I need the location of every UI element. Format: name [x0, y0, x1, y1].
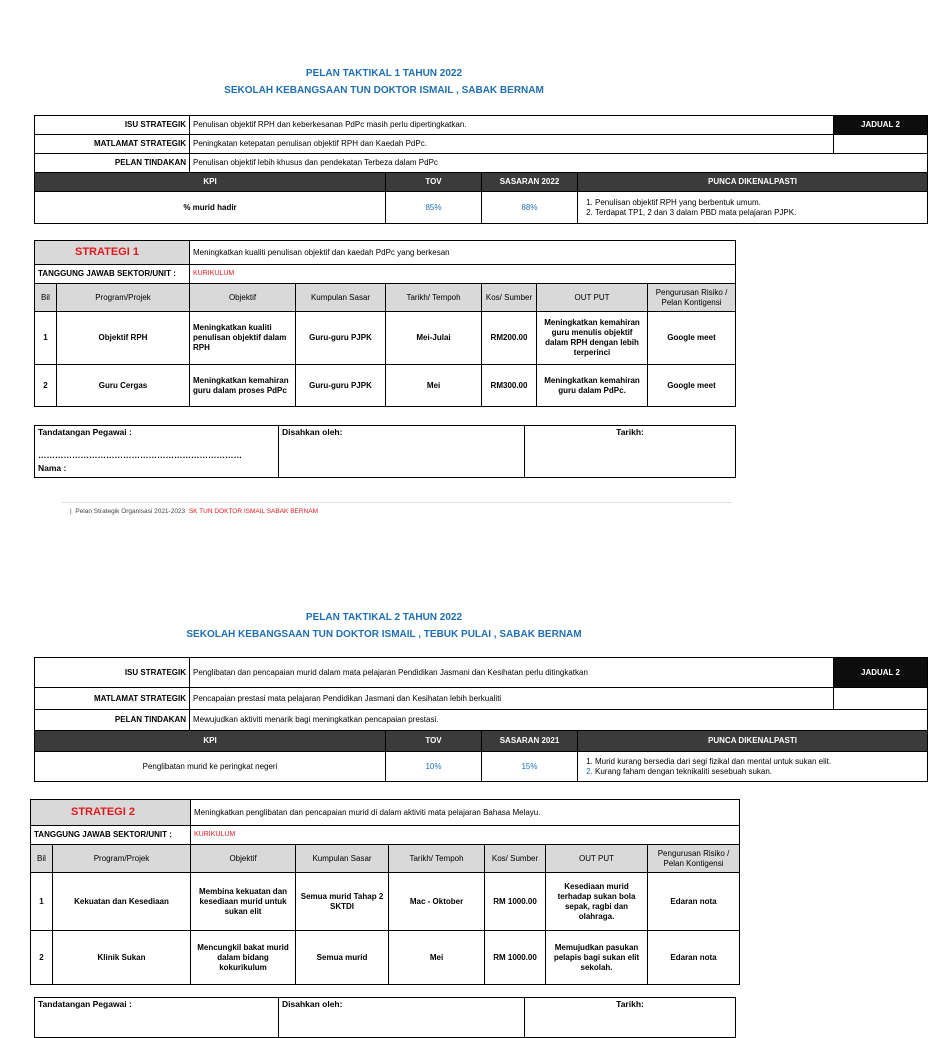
kpi-header: KPI	[35, 731, 386, 752]
col-kumpulan: Kumpulan Sasar	[296, 284, 386, 312]
table-row: 2 Guru Cergas Meningkatkan kemahiran guru dalam proses PdPc Guru-guru PJPK Mei RM300.00 Meningkatkan kemahiran guru dalam PdPc. Google meet	[35, 365, 736, 407]
pelan-value: Mewujudkan aktiviti menarik bagi meningkatkan pencapaian prestasi.	[190, 710, 928, 731]
col-bil: Bil	[31, 845, 53, 873]
plan1-title: PELAN TAKTIKAL 1 TAHUN 2022	[305, 68, 463, 79]
plan2-info-table	[34, 657, 928, 782]
sig-nama-label: Nama :	[38, 463, 67, 474]
plan1-signature-table	[34, 425, 736, 478]
sasaran-value: 15%	[482, 752, 578, 782]
pelan-label: PELAN TINDAKAN	[35, 154, 190, 173]
col-risiko: Pengurusan Risiko / Pelan Kontigensi	[648, 845, 740, 873]
col-objektif: Objektif	[190, 284, 296, 312]
tov-value: 85%	[386, 192, 482, 224]
matlamat-value: Peningkatan ketepatan penulisan objektif RPH dan Kaedah PdPc.	[190, 135, 834, 154]
col-output: OUT PUT	[537, 284, 648, 312]
punca-item: 1. Penulisan objektif RPH yang berbentuk umum.	[595, 198, 924, 208]
strategy-title: STRATEGI 1	[35, 241, 190, 265]
punca-item: 2. Terdapat TP1, 2 dan 3 dalam PBD mata pelajaran PJPK.	[595, 208, 924, 218]
punca-list	[578, 752, 928, 782]
col-kos: Kos/ Sumber	[485, 845, 546, 873]
sasaran-value: 88%	[482, 192, 578, 224]
sig-dots: ………………………………………………………………	[38, 449, 242, 460]
sig-pegawai-label: Tandatangan Pegawai :	[38, 427, 132, 437]
col-output: OUT PUT	[546, 845, 648, 873]
tov-value: 10%	[386, 752, 482, 782]
tov-header: TOV	[386, 173, 482, 192]
punca-header: PUNCA DIKENALPASTI	[578, 173, 928, 192]
col-kumpulan: Kumpulan Sasar	[296, 845, 389, 873]
col-bil: Bil	[35, 284, 57, 312]
kpi-header: KPI	[35, 173, 386, 192]
table-row: 1 Objektif RPH Meningkatkan kualiti penulisan objektif dalam RPH Guru-guru PJPK Mei-Julai RM200.00 Meningkatkan kemahiran guru menulis objektif dalam RPH dengan lebih terperinci Google meet	[35, 312, 736, 365]
pelan-label: PELAN TINDAKAN	[35, 710, 190, 731]
strategy-title: STRATEGI 2	[31, 800, 191, 826]
jadual-badge: JADUAL 2	[834, 116, 928, 135]
footer-school: SK TUN DOKTOR ISMAIL SABAK BERNAM	[188, 508, 318, 515]
table-row: 2 Klinik Sukan Mencungkil bakat murid dalam bidang kokurikulum Semua murid Mei RM 1000.00 Memujudkan pasukan pelapis bagi sukan elit sekolah. Edaran nota	[31, 931, 740, 985]
sasaran-header: SASARAN 2022	[482, 173, 578, 192]
isu-value: Penulisan objektif RPH dan keberkesanan PdPc masih perlu dipertingkatkan.	[190, 116, 834, 135]
tov-header: TOV	[386, 731, 482, 752]
punca-list	[578, 192, 928, 224]
isu-label: ISU STRATEGIK	[35, 658, 190, 688]
tanggungjawab-label: TANGGUNG JAWAB SEKTOR/UNIT :	[35, 265, 190, 284]
col-tarikh: Tarikh/ Tempoh	[386, 284, 482, 312]
punca-item: 2. Kurang faham dengan teknikaliti sesebuah sukan.	[595, 767, 924, 777]
punca-header: PUNCA DIKENALPASTI	[578, 731, 928, 752]
plan1-info-table	[34, 115, 928, 224]
col-objektif: Objektif	[191, 845, 296, 873]
plan1-subtitle: SEKOLAH KEBANGSAAN TUN DOKTOR ISMAIL , SABAK BERNAM	[224, 85, 544, 96]
matlamat-value: Pencapaian prestasi mata pelajaran Pendidikan Jasmani dan Kesihatan lebih berkualiti	[190, 688, 834, 710]
col-tarikh: Tarikh/ Tempoh	[389, 845, 485, 873]
kpi-value: % murid hadir	[35, 192, 386, 224]
footer-text: Pelan Strategik Organisasi 2021-2023	[75, 508, 186, 515]
sig-tarikh-label: Tarikh:	[525, 998, 736, 1038]
col-risiko: Pengurusan Risiko / Pelan Kontigensi	[648, 284, 736, 312]
punca-item: 1. Murid kurang bersedia dari segi fizikal dan mental untuk sukan elit.	[595, 757, 924, 767]
col-kos: Kos/ Sumber	[482, 284, 537, 312]
plan2-subtitle: SEKOLAH KEBANGSAAN TUN DOKTOR ISMAIL , TEBUK PULAI , SABAK BERNAM	[186, 629, 582, 640]
plan2-strategy-table	[30, 799, 740, 985]
isu-label: ISU STRATEGIK	[35, 116, 190, 135]
matlamat-label: MATLAMAT STRATEGIK	[35, 688, 190, 710]
table-row: 1 Kekuatan dan Kesediaan Membina kekuatan dan kesediaan murid untuk sukan elit Semua murid Tahap 2 SKTDI Mac - Oktober RM 1000.00 Kesediaan murid terhadap sukan bola sepak, ragbi dan olahraga. Edaran nota	[31, 873, 740, 931]
sasaran-header: SASARAN 2021	[482, 731, 578, 752]
page-footer: | Pelan Strategik Organisasi 2021-2023 SK TUN DOKTOR ISMAIL SABAK BERNAM	[70, 508, 318, 515]
jadual-badge: JADUAL 2	[834, 658, 928, 688]
tanggungjawab-label: TANGGUNG JAWAB SEKTOR/UNIT :	[31, 826, 191, 845]
col-program: Program/Projek	[57, 284, 190, 312]
sig-disahkan-label: Disahkan oleh:	[279, 998, 525, 1038]
footer-divider	[62, 502, 732, 503]
strategy-desc: Meningkatkan kualiti penulisan objektif dan kaedah PdPc yang berkesan	[190, 241, 736, 265]
isu-value: Penglibatan dan pencapaian murid dalam mata pelajaran Pendidikan Jasmani dan Kesihatan perlu ditingkatkan	[190, 658, 834, 688]
plan1-strategy-table	[34, 240, 736, 407]
tanggungjawab-value: KURIKULUM	[191, 826, 740, 845]
sig-disahkan-label: Disahkan oleh:	[279, 426, 525, 478]
matlamat-label: MATLAMAT STRATEGIK	[35, 135, 190, 154]
pelan-value: Penulisan objektif lebih khusus dan pendekatan Terbeza dalam PdPc	[190, 154, 928, 173]
strategy-desc: Meningkatkan penglibatan dan pencapaian murid di dalam aktiviti mata pelajaran Bahasa Melayu.	[191, 800, 740, 826]
col-program: Program/Projek	[53, 845, 191, 873]
kpi-value: Penglibatan murid ke peringkat negeri	[35, 752, 386, 782]
sig-pegawai-label: Tandatangan Pegawai :	[35, 998, 279, 1038]
plan2-signature-table	[34, 997, 736, 1038]
sig-tarikh-label: Tarikh:	[525, 426, 736, 478]
plan2-title: PELAN TAKTIKAL 2 TAHUN 2022	[305, 612, 463, 623]
tanggungjawab-value: KURIKULUM	[190, 265, 736, 284]
